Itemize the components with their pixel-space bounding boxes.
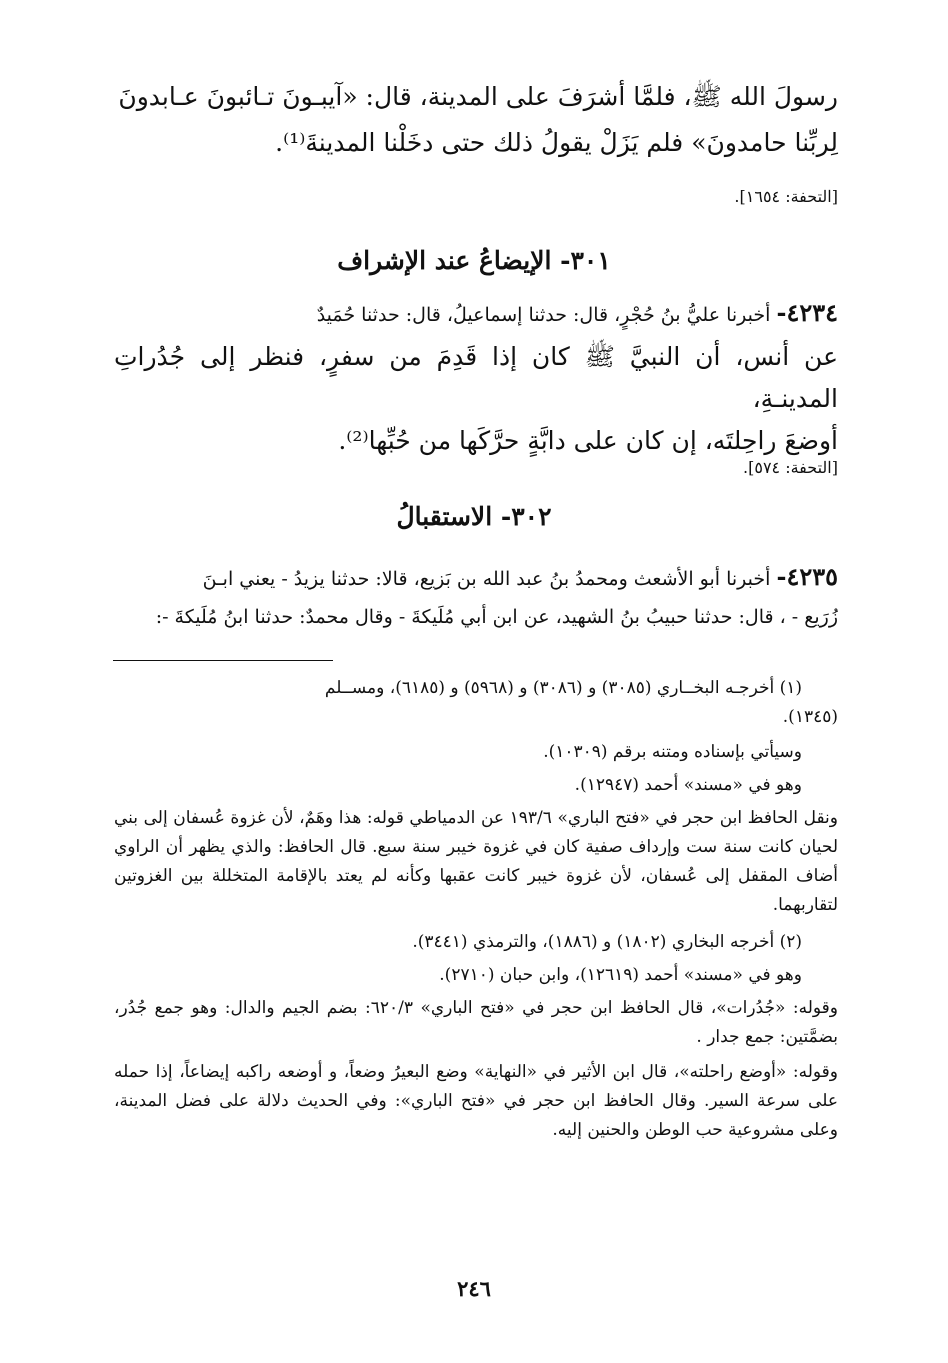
hadith-4235	[114, 560, 838, 634]
hadith-4234-number: ٤٢٣٤-	[776, 298, 838, 327]
footnote-1-paragraph-2: وسيأتي بإسناده ومتنه برقم (١٠٣٠٩).	[543, 742, 802, 762]
footnote-1-line-1: (١) أخرجـه البخــاري (٣٠٨٥) و (٣٠٨٦) و (٥٩٦٨) و (٦١٨٥)، ومســلم	[324, 678, 802, 698]
hadith-4235-number: ٤٢٣٥-	[776, 562, 838, 591]
footnotes	[114, 674, 838, 1145]
footnote-1-line-2: (١٣٤٥).	[782, 707, 838, 727]
section-301-heading: ٣٠١- الإيضاعُ عند الإشراف	[337, 246, 611, 275]
tuhfa-reference-2: [التحفة: ٥٧٤].	[743, 458, 838, 477]
footnote-2-paragraph-4: وقوله: «أوضع راحلته»، قال ابن الأثير في «النهاية» وضع البعيرُ وضعاً، و أوضعه راكبه إيضاعاً، إذا حمله على سرعة السير. وقال الحافظ ابن حجر في «فتح الباري»: وفي الحديث دلالة على فضل المدينة، وعلى مشروعية حب الوطن والحنين إليه.	[114, 1062, 838, 1140]
footnote-separator	[113, 660, 333, 661]
hadith-4234-isnad: أخبرنا عليُّ بنُ حُجْرٍ، قال: حدثنا إسماعيلُ، قال: حدثنا حُمَيدٌ	[316, 304, 771, 326]
hadith-4234-matn-line-2: أوضعَ راحِلتَه، إن كان على دابَّةٍ حرَّكَها من حُبِّها⁽²⁾.	[338, 426, 838, 455]
hadith-4234-matn-line-1: عن أنس، أن النبيَّ ﷺ كان إذا قَدِمَ من سفرٍ، فنظر إلى جُدُراتِ المدينـةِ،	[114, 342, 838, 413]
footnote-1-paragraph-3: وهو في «مسند» أحمد (١٢٩٤٧).	[574, 775, 802, 795]
hadith-4234	[114, 296, 838, 462]
top-paragraph	[114, 74, 838, 166]
hadith-4235-line-2: زُرَيع - ، قال: حدثنا حبيبُ بنُ الشهيد، عن ابن أبي مُلَيكةَ - وقال محمدٌ: حدثنا ابنُ مُلَيكةَ -:	[155, 606, 838, 628]
hadith-4235-line-1	[114, 560, 838, 596]
hadith-4235-text-1: أخبرنا أبو الأشعث ومحمدُ بنُ عبد الله بن بَزيع، قالا: حدثنا يزيدُ - يعني ابـنَ	[202, 568, 771, 590]
footnote-2-paragraph-2: وهو في «مسند» أحمد (١٢٦١٩)، وابن حبان (٢٧١٠).	[439, 965, 802, 985]
top-paragraph-line-1: رسولَ الله ﷺ، فلمَّا أشرَفَ على المدينة، قال: «آيبـونَ تـائبونَ عـابدونَ	[118, 82, 838, 111]
page-number: ٢٤٦	[457, 1276, 491, 1301]
footnote-1-paragraph-4: ونقل الحافظ ابن حجر في «فتح الباري» ١٩٣/٦ عن الدمياطي قوله: هذا وهَمٌ، لأن غزوة عُسفان إلى بني لحيان كانت سنة ست وإرداف صفية كان في غزوة خيبر سنة سبع. قال الحافظ: والذي يظهر أن الراوي أضاف المقفل إلى عُسفان، لأن غزوة خيبر كانت عقبها وكأنه لم يعتد بالإقامة المتخللة بين الغزوتين لتقاربهما.	[114, 808, 838, 915]
section-302-heading: ٣٠٢- الاستقبالُ	[396, 502, 552, 531]
footnote-2-paragraph-1: (٢) أخرجه البخاري (١٨٠٢) و (١٨٨٦)، والترمذي (٣٤٤١).	[412, 932, 802, 952]
top-paragraph-line-2: لِربِّنا حامدونَ» فلم يَزَلْ يقولُ ذلك حتى دخَلْنا المدينةَ⁽¹⁾.	[275, 128, 838, 157]
hadith-4234-isnad-line	[114, 296, 838, 332]
footnote-2-paragraph-3: وقوله: «جُدُرات»، قال الحافظ ابن حجر في «فتح الباري» ٦٢٠/٣: بضم الجيم والدال: وهو جمع جُدُر، بضمَّتين: جمع جدار .	[114, 998, 838, 1047]
tuhfa-reference-1: [التحفة: ١٦٥٤].	[734, 187, 838, 206]
